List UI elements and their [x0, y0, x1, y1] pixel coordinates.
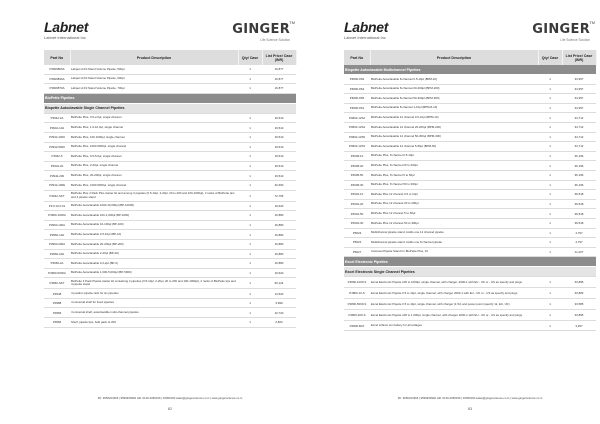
qty-cell: 1	[538, 288, 562, 299]
part-number-cell: P3906800A	[44, 65, 70, 74]
qty-cell: 1	[238, 308, 262, 318]
table-row	[44, 84, 296, 94]
qty-cell: 1	[238, 211, 262, 221]
price-cell: 39,518	[562, 190, 596, 200]
column-qty: Qty/ Case	[238, 50, 262, 65]
column-part-no: Part No	[44, 50, 70, 65]
description-cell: BioPette Plus, 8 channel 0.5-10µl	[370, 151, 538, 161]
part-number-cell: P3942-100E	[44, 180, 70, 190]
table-body	[344, 65, 596, 330]
ginger-logo: GINGER	[232, 22, 290, 37]
part-number-cell: P4802-12S4	[344, 122, 370, 132]
description-cell: BioPette Plus, 20-200µl, single channel	[70, 171, 238, 181]
part-number-cell: P4932-20	[344, 199, 370, 209]
part-number-cell: P3942-5000	[44, 142, 70, 152]
part-number-cell: P3983	[44, 308, 70, 318]
description-cell: BioPette Plus, 8 channel 50 to 300µl	[370, 180, 538, 190]
description-cell: BioPette Autoclavable 20-200µl (BP-200)	[70, 239, 238, 249]
description-cell: BioPette Autoclavable 8-channel 0.5-10µl (BPM-10)	[370, 75, 538, 85]
footer-contact: Ph: 9650224366 | 9599930902 HR: 0129-2650196 | 26050190 sales@gingerscience.co.in | www.gingerscience.co.in	[397, 396, 543, 400]
part-number-cell: P3906830A	[44, 74, 70, 84]
description-cell: Excel Lithium ion battery for all voltages	[370, 321, 538, 331]
part-number-cell: P3.9.10.0.01	[44, 201, 70, 211]
table-row	[344, 190, 596, 200]
part-number-cell: P3960-2A	[44, 259, 70, 269]
subsection-header	[44, 103, 296, 113]
part-number-cell: P3960-10A	[44, 230, 70, 240]
price-cell: 13,520	[262, 289, 296, 299]
table-row	[344, 180, 596, 190]
description-cell: Multichannel pipette stand, Holds one 12 channel pipette	[370, 228, 538, 238]
description-cell: BioPette 4 Pack Pipette starter kit containing 4 pipettes (0.5-10µl, 2-20µl, 20 to 200 and 100-1000µl), 2 racks of BioPette tips and 4 pipette stand	[70, 278, 238, 289]
table-body	[44, 65, 296, 327]
qty-cell: 1	[538, 94, 562, 104]
table-row	[344, 84, 596, 94]
price-cell: 33,895	[562, 310, 596, 321]
description-cell: BioPette Autoclavable 8-channel 50-300µl (BPM-300)	[370, 94, 538, 104]
price-table	[344, 50, 597, 331]
qty-cell: 1	[238, 113, 262, 123]
description-cell: BioPette Plus, 1.0-10.0µl, single channel	[70, 123, 238, 133]
description-cell: Labpet Hi Fil Stand Volume Pipette, 600µl	[70, 74, 238, 84]
section-title: Excel Electronic Pipettes	[344, 257, 596, 267]
description-cell: BioPette Plus 4 Pack Plus starter kit and among 4 pipettes (0.5-10µl, 2-20µl, 20 to 200 and 100-1000µl), 2 racks of BioPette tips and 4 pipette stand	[70, 190, 238, 201]
description-cell: BioPette Autoclavable 8-channel 1-10µl (BPM-8-10)	[370, 103, 538, 113]
price-cell: 19,510	[262, 113, 296, 123]
table-row	[344, 209, 596, 219]
price-cell: 16,880	[262, 220, 296, 230]
labnet-logo: Labnet	[44, 19, 89, 35]
qty-cell: 1	[538, 277, 562, 288]
qty-cell: 1	[238, 142, 262, 152]
ginger-tagline: Life Science Solution	[260, 38, 290, 42]
qty-cell: 1	[538, 321, 562, 331]
column-price: List Price/ Case (INR)	[262, 50, 296, 65]
qty-cell: 1	[238, 65, 262, 74]
qty-cell: 1	[538, 209, 562, 219]
table-row	[44, 308, 296, 318]
price-cell: 36,196	[562, 151, 596, 161]
description-cell: Multichannel pipette stand, Holds one 8 channel pipette	[370, 238, 538, 248]
description-cell: BioPette Autoclavable 10-100µl (BP-100)	[70, 220, 238, 230]
qty-cell: 1	[538, 238, 562, 248]
description-cell: BioPette Autoclavable 0.5-10µl (BP-10)	[70, 230, 238, 240]
qty-cell: 1	[538, 170, 562, 180]
table-row	[44, 123, 296, 133]
price-cell: 16,877	[262, 74, 296, 84]
table-row	[344, 310, 596, 321]
qty-cell: 1	[238, 161, 262, 171]
part-number-cell: P4802-12S5	[344, 132, 370, 142]
price-cell: 20,390	[262, 180, 296, 190]
qty-cell: 1	[238, 298, 262, 308]
price-cell: 72,765	[262, 190, 296, 201]
price-cell: 16,880	[262, 230, 296, 240]
table-row	[44, 161, 296, 171]
section-title: Biopette Autoclavable Single Channel Pipettes	[44, 103, 296, 113]
table-row	[344, 199, 596, 209]
price-cell: 19,620	[262, 268, 296, 278]
qty-cell: 1	[238, 74, 262, 84]
price-cell: 33,585	[562, 299, 596, 310]
table-row	[44, 268, 296, 278]
page-number: 82	[167, 406, 173, 411]
section-header	[344, 65, 596, 75]
price-cell: 34,957	[562, 94, 596, 104]
qty-cell: 1	[238, 268, 262, 278]
part-number-cell: P5624	[344, 238, 370, 248]
table-row	[44, 249, 296, 259]
price-cell: 19,510	[262, 142, 296, 152]
table-row	[44, 318, 296, 328]
table-header-row	[344, 50, 596, 65]
description-cell: BioPette Autoclavable 12 channel 0.5-10µl (BPM-10)	[370, 113, 538, 123]
table-row	[44, 142, 296, 152]
ginger-tagline: Life Science Solution	[560, 38, 590, 42]
description-cell: BioPette Plus, 1000-5000µl, single channel	[70, 142, 238, 152]
price-cell: 16,877	[262, 65, 296, 74]
qty-cell: 1	[238, 152, 262, 162]
table-row	[344, 247, 596, 257]
column-description: Product Description	[70, 50, 238, 65]
table-row	[344, 132, 596, 142]
table-row	[44, 190, 296, 201]
column-description: Product Description	[370, 50, 538, 65]
price-cell: 33,895	[562, 277, 596, 288]
page-header	[44, 14, 296, 50]
price-cell: 34,712	[562, 142, 596, 152]
qty-cell: 1	[538, 180, 562, 190]
description-cell: BioPette Plus, 100-1000µl, single channel	[70, 132, 238, 142]
part-number-cell: P5627	[344, 247, 370, 257]
part-number-cell: P4800-BAT	[344, 321, 370, 331]
qty-cell: 1	[238, 259, 262, 269]
qty-cell: 1	[238, 171, 262, 181]
footer-contact: Ph: 9650224366 | 9599930902 HR: 0129-2650196 | 26050190 sales@gingerscience.co.in | www.gingerscience.co.in	[97, 396, 243, 400]
description-cell: Excel Electronic Pipette 100 to 1000µl, single channel, with charger, 2000-1 with EU - UK or - US as specify and plugs	[370, 277, 538, 288]
price-cell: 19,620	[262, 201, 296, 211]
part-number-cell: P4800-5000-S	[344, 299, 370, 310]
table-row	[344, 103, 596, 113]
description-cell: BioPette Plus 12 channel 0.5 to 10µl	[370, 190, 538, 200]
price-cell: 60,124	[262, 278, 296, 289]
right-page	[344, 14, 596, 412]
description-cell: BioPette Plus, 0.5-5.0µl, single channel	[70, 152, 238, 162]
table-row	[344, 151, 596, 161]
qty-cell: 1	[238, 249, 262, 259]
description-cell: BioPette Plus, 2-20µl, single channel	[70, 161, 238, 171]
qty-cell: 1	[238, 132, 262, 142]
price-cell: 19,510	[262, 161, 296, 171]
price-cell: 19,510	[262, 152, 296, 162]
description-cell: BioPette Autoclavable 2-20µl (BP-20)	[70, 249, 238, 259]
table-row	[344, 228, 596, 238]
qty-cell: 1	[538, 161, 562, 171]
part-number-cell: P3960-SKT	[44, 278, 70, 289]
qty-cell: 1	[538, 113, 562, 123]
price-cell: 16,880	[262, 239, 296, 249]
table-row	[44, 65, 296, 74]
labnet-tagline: Labnet International Inc	[44, 35, 86, 40]
description-cell: BioPette Autoclavable 12 channel 50-300µl (BPM-300)	[370, 132, 538, 142]
qty-cell: 1	[238, 123, 262, 133]
price-cell: 34,712	[562, 113, 596, 123]
price-cell: 3,999	[262, 298, 296, 308]
description-cell: BioPette Autoclavable 12 channel 5-50µl (BPM-50)	[370, 142, 538, 152]
table-row	[344, 122, 596, 132]
table-row	[344, 238, 596, 248]
qty-cell: 1	[538, 299, 562, 310]
description-cell: Carousel Pipette Stand for BioPette Plus, 10	[370, 247, 538, 257]
part-number-cell: P3960-100A	[44, 220, 70, 230]
description-cell: Labpet Hi Fil Stand Volume Pipette, 700µl	[70, 84, 238, 94]
price-cell: 19,510	[262, 123, 296, 133]
description-cell: BioPette Plus, 8 channel 5 to 50µl	[370, 170, 538, 180]
price-cell: 4,797	[562, 228, 596, 238]
description-cell: Excel Electronic Pipette 100 to 1,000µl, single channel, with charger 2000-1 with EU - UK or - US as specify and plugs	[370, 310, 538, 321]
part-number-cell: P4800-8S2	[344, 75, 370, 85]
table-row	[344, 321, 596, 331]
table-row	[44, 180, 296, 190]
qty-cell: 1	[238, 289, 262, 299]
price-cell: 3,257	[562, 321, 596, 331]
price-cell: 16,877	[262, 84, 296, 94]
description-cell: BioPette Plus 12 channel 5 to 50µl	[370, 209, 538, 219]
qty-cell: 1	[538, 103, 562, 113]
table-row	[44, 278, 296, 289]
table-row	[344, 299, 596, 310]
part-number-cell: P4932-10	[344, 190, 370, 200]
section-title: Biopette Autoclavable Multichannel Pipettes	[344, 65, 596, 75]
price-cell: 16,880	[262, 249, 296, 259]
price-cell: 19,510	[262, 171, 296, 181]
table-row	[44, 113, 296, 123]
price-table	[44, 50, 297, 328]
qty-cell: 1	[538, 75, 562, 85]
column-price: List Price/ Case (INR)	[562, 50, 596, 65]
description-cell: BioPette Autoclavable 12 channel 20-200µl (BPM-200)	[370, 122, 538, 132]
table-row	[44, 289, 296, 299]
section-title: Excel Electronic Single Channel Pipettes	[344, 267, 596, 277]
price-cell: 39,518	[562, 209, 596, 219]
qty-cell: 1	[238, 84, 262, 94]
description-cell: BioPette Plus, 8 channel 20 to 200µl	[370, 161, 538, 171]
price-cell: 34,957	[562, 75, 596, 85]
description-cell: 4 universal shelf, autoclavable multi-channel pipettes	[70, 308, 238, 318]
qty-cell: 1	[538, 84, 562, 94]
labnet-logo: Labnet	[344, 19, 389, 35]
subsection-header	[344, 267, 596, 277]
part-number-cell: P4938-10	[344, 151, 370, 161]
page-header	[344, 14, 596, 50]
part-number-cell: P3942-200	[44, 171, 70, 181]
part-number-cell: P4800-10-S	[344, 288, 370, 299]
description-cell: BioPette Autoclavable 0.2-2µl (BP-2)	[70, 259, 238, 269]
part-number-cell: P3942-10A	[44, 123, 70, 133]
table-row	[44, 230, 296, 240]
description-cell: Shelf, pipette tips, bulk pack of 200	[70, 318, 238, 328]
price-cell: 39,518	[562, 218, 596, 228]
table-row	[344, 142, 596, 152]
table-row	[44, 298, 296, 308]
table-row	[44, 201, 296, 211]
part-number-cell: P4938-50	[344, 170, 370, 180]
part-number-cell: P3960-20A	[44, 249, 70, 259]
part-number-cell: P3988	[44, 298, 70, 308]
table-header-row	[44, 50, 296, 65]
qty-cell: 1	[538, 199, 562, 209]
table-row	[344, 218, 596, 228]
price-cell: 34,957	[562, 84, 596, 94]
description-cell: BioPette Plus 12 channel 50 to 300µl	[370, 218, 538, 228]
table-row	[344, 277, 596, 288]
qty-cell: 1	[538, 190, 562, 200]
table-row	[44, 152, 296, 162]
part-number-cell: P3942-5	[44, 152, 70, 162]
part-number-cell: P4800-8S4	[344, 84, 370, 94]
part-number-cell: P3960-1000A	[44, 211, 70, 221]
part-number-cell: P4800-200-S	[344, 310, 370, 321]
part-number-cell: P3960-5000A	[44, 268, 70, 278]
price-cell: 34,712	[562, 122, 596, 132]
qty-cell: 1	[538, 122, 562, 132]
qty-cell: 1	[538, 218, 562, 228]
qty-cell: 1	[538, 142, 562, 152]
part-number-cell: P4938-20	[344, 161, 370, 171]
description-cell: BioPette Autoclavable 1,000-5,000µl (BP-5000)	[70, 268, 238, 278]
section-header	[44, 93, 296, 103]
qty-cell: 1	[538, 132, 562, 142]
description-cell: Excel Electronic Pipette 0.5 to 10µl, single channel, with charger 2000-1 with EU - UK or - US as specify and plugs	[370, 288, 538, 299]
description-cell: BioPette Autoclavable 1000-10,000µl (BP-10000)	[70, 201, 238, 211]
price-cell: 36,196	[562, 170, 596, 180]
description-cell: Excel Electronic Pipette 0.5 to 10µl, single channel, with charger (1.5x) and power point (specify 1k, EU, UK)	[370, 299, 538, 310]
part-number-cell: P4800-8S5	[344, 94, 370, 104]
part-number-cell: P5623	[344, 228, 370, 238]
part-number-cell: P4802-12S3	[344, 142, 370, 152]
description-cell: 4 position pipette rack for six pipettes	[70, 289, 238, 299]
table-row	[344, 113, 596, 123]
qty-cell: 1	[238, 239, 262, 249]
part-number-cell: P4938-30	[344, 180, 370, 190]
section-title: BioPette Pipettes	[44, 93, 296, 103]
left-page	[44, 14, 296, 412]
price-cell: 36,196	[562, 161, 596, 171]
qty-cell: 1	[238, 201, 262, 211]
table-row	[44, 259, 296, 269]
table-row	[344, 288, 596, 299]
column-part-no: Part No	[344, 50, 370, 65]
part-number-cell: P4932-50	[344, 209, 370, 219]
part-number-cell: P3960-200A	[44, 239, 70, 249]
price-cell: 19,510	[262, 132, 296, 142]
part-number-cell: P3906870A	[44, 84, 70, 94]
description-cell: BioPette Autoclavable 8-channel 20-200µl (BPM-200)	[370, 84, 538, 94]
table-row	[344, 94, 596, 104]
labnet-tagline: Labnet International Inc	[344, 35, 386, 40]
price-cell: 36,196	[562, 180, 596, 190]
part-number-cell: P3942-2A	[44, 113, 70, 123]
price-cell: 39,518	[562, 199, 596, 209]
qty-cell: 1	[238, 230, 262, 240]
table-row	[344, 161, 596, 171]
qty-cell: 1	[238, 318, 262, 328]
table-row	[44, 132, 296, 142]
table-row	[44, 171, 296, 181]
price-cell: 16,880	[262, 259, 296, 269]
description-cell: Labpet Hi Fil Stand Volume Pipette, 500µl	[70, 65, 238, 74]
table-row	[344, 170, 596, 180]
description-cell: BioPette Plus 12 channel 20 to 200µl	[370, 199, 538, 209]
description-cell: BioPette Autoclavable 100-1,000µl (BP-1000)	[70, 211, 238, 221]
table-row	[44, 239, 296, 249]
part-number-cell: P3942-SKT	[44, 190, 70, 201]
page-number: 83	[467, 406, 473, 411]
qty-cell: 1	[238, 278, 262, 289]
qty-cell: 1	[538, 247, 562, 257]
table-row	[44, 211, 296, 221]
price-cell: 10,720	[262, 308, 296, 318]
part-number-cell: P3942-20	[44, 161, 70, 171]
part-number-cell: P3942-1000	[44, 132, 70, 142]
part-number-cell: P4802-12S2	[344, 113, 370, 123]
qty-cell: 1	[238, 220, 262, 230]
qty-cell: 1	[538, 151, 562, 161]
column-qty: Qty/ Case	[538, 50, 562, 65]
price-cell: 11,207	[562, 247, 596, 257]
trademark-mark: TM	[589, 20, 595, 25]
part-number-cell: P3948	[44, 289, 70, 299]
part-number-cell: P3984	[44, 318, 70, 328]
qty-cell: 1	[538, 310, 562, 321]
price-cell: 4,797	[562, 238, 596, 248]
description-cell: 4 universal shelf for fixed pipettes	[70, 298, 238, 308]
description-cell: BioPette Plus, 0.5-2.0µl, single channel	[70, 113, 238, 123]
section-header	[344, 257, 596, 267]
price-cell: 34,712	[562, 132, 596, 142]
trademark-mark: TM	[289, 20, 295, 25]
table-row	[44, 220, 296, 230]
price-cell: 34,957	[562, 103, 596, 113]
price-cell: 33,883	[562, 288, 596, 299]
part-number-cell: P4800-1000-S	[344, 277, 370, 288]
qty-cell: 1	[538, 228, 562, 238]
qty-cell: 1	[238, 180, 262, 190]
price-cell: 2,822	[262, 318, 296, 328]
table-row	[44, 74, 296, 84]
description-cell: BioPette Plus, 1000-5000µl, single channel	[70, 180, 238, 190]
qty-cell: 1	[238, 190, 262, 201]
price-cell: 16,880	[262, 211, 296, 221]
ginger-logo: GINGER	[532, 22, 590, 37]
part-number-cell: P4932-30	[344, 218, 370, 228]
part-number-cell: P4800-8S1	[344, 103, 370, 113]
table-row	[344, 75, 596, 85]
